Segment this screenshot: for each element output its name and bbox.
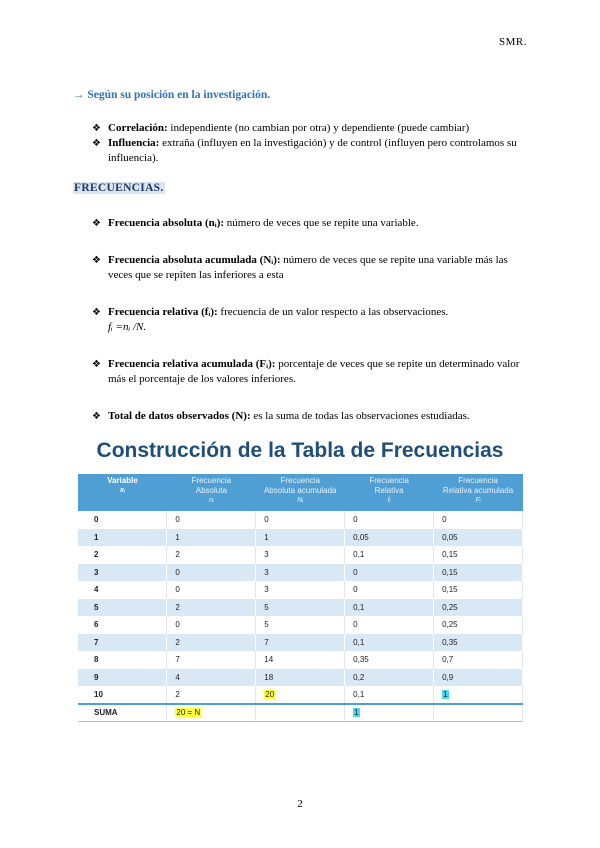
table-cell: 0 [167,511,256,529]
table-cell: 20 [256,686,345,704]
bullet-influencia [92,136,532,166]
header-frecuencia-relativa-acumulada: Frecuencia Relativa acumulada Fᵢ [434,474,523,511]
table-cell: 4 [167,669,256,687]
table-cell: 1 [345,704,434,722]
table-body [78,511,523,721]
table-row [78,564,523,582]
table-cell: 14 [256,651,345,669]
table-cell: 0 [345,616,434,634]
frecuencias-heading: FRECUENCIAS. [74,182,164,194]
table-cell: 0 [256,511,345,529]
table-cell: 2 [78,546,167,564]
table-cell: 0 [345,511,434,529]
diamond-bullet-icon: ❖ [92,411,101,422]
diamond-bullet-icon: ❖ [92,359,101,370]
table-cell: 1 [434,686,523,704]
header-frecuencia-absoluta-acumulada: Frecuencia Absoluta acumulada Nᵢ [256,474,345,511]
position-bullet-list [92,121,532,166]
table-cell: 0,15 [434,581,523,599]
table-row [78,634,523,652]
header-frecuencia-absoluta: Frecuencia Absoluta nᵢ [167,474,256,511]
table-row [78,616,523,634]
table-cell: 0 [167,564,256,582]
bullet-text: independiente (no cambian por otra) y dependiente (puede cambiar) [167,122,470,134]
page-number: 2 [297,798,303,810]
table-cell: 0 [434,511,523,529]
table-cell: 18 [256,669,345,687]
table-cell: 2 [167,634,256,652]
table-cell: 3 [256,564,345,582]
table-cell: 3 [256,546,345,564]
diamond-bullet-icon: ❖ [92,218,101,229]
bullet-text: extraña (influyen en la investigación) y de control (influyen pero controlamos su influencia). [108,137,517,164]
table-cell: 0,1 [345,599,434,617]
bullet-frecuencia-absoluta-acumulada [92,253,532,283]
bullet-text: porcentaje de veces que se repite un determinado valor más el porcentaje de los valores inferiores. [108,358,520,385]
table-cell: 0,15 [434,546,523,564]
table-cell: 7 [167,651,256,669]
table-cell: 0 [167,581,256,599]
table-cell: 1 [167,529,256,547]
table-cell: 5 [256,599,345,617]
table-row [78,669,523,687]
header-variable: Variable xᵢ [78,474,167,511]
table-cell [434,704,523,722]
table-cell: 0,9 [434,669,523,687]
table-cell: 8 [78,651,167,669]
table-cell: 7 [256,634,345,652]
diamond-bullet-icon: ❖ [92,123,101,134]
table-cell: 7 [78,634,167,652]
diamond-bullet-icon: ❖ [92,255,101,266]
section-heading: → Según su posición en la investigación. [73,89,271,101]
table-cell: 0,2 [345,669,434,687]
table-cell: SUMA [78,704,167,722]
bullet-term: Frecuencia absoluta acumulada (Nᵢ): [108,254,281,266]
bullet-term: Frecuencia relativa acumulada (Fᵢ): [108,358,276,370]
table-cell: 0,25 [434,599,523,617]
frecuencias-bullet-list [92,216,532,446]
bullet-term: Total de datos observados (N): [108,410,251,422]
table-cell: 0,7 [434,651,523,669]
table-header-row [78,474,523,511]
diamond-bullet-icon: ❖ [92,307,101,318]
table-cell: 0,35 [434,634,523,652]
table-cell: 0,05 [434,529,523,547]
table-cell: 5 [78,599,167,617]
table-row [78,599,523,617]
bullet-text: frecuencia de un valor respecto a las observaciones. [217,306,449,318]
bullet-frecuencia-relativa-acumulada [92,357,532,387]
bullet-term: Influencia: [108,137,160,149]
table-row [78,651,523,669]
table-cell: 0 [78,511,167,529]
table-cell: 0,1 [345,546,434,564]
table-row [78,511,523,529]
table-title: Construcción de la Tabla de Frecuencias [96,439,504,462]
table-cell: 0,1 [345,634,434,652]
table-row [78,529,523,547]
table-cell: 9 [78,669,167,687]
table-row [78,581,523,599]
table-cell: 2 [167,546,256,564]
bullet-frecuencia-absoluta [92,216,532,231]
relative-frequency-formula: fᵢ =nᵢ /N. [108,321,147,333]
table-cell [256,704,345,722]
table-cell: 0 [167,616,256,634]
bullet-text: número de veces que se repite una variable. [224,217,419,229]
table-cell: 0,1 [345,686,434,704]
table-cell: 0,05 [345,529,434,547]
bullet-text: es la suma de todas las observaciones estudiadas. [250,410,470,422]
bullet-term: Frecuencia absoluta (nᵢ): [108,217,225,229]
header-initials: SMR. [499,36,527,48]
table-cell: 4 [78,581,167,599]
table-row [78,686,523,704]
frequency-table [78,474,523,722]
bullet-term: Correlación: [108,122,168,134]
table-sum-row [78,704,523,722]
diamond-bullet-icon: ❖ [92,138,101,149]
table-cell: 0 [345,581,434,599]
table-row [78,546,523,564]
table-cell: 2 [167,686,256,704]
table-cell: 6 [78,616,167,634]
table-cell: 1 [256,529,345,547]
bullet-text: número de veces que se repite una variable más las veces que se repiten las inferiores a esta [108,254,508,281]
table-cell: 0,25 [434,616,523,634]
table-cell: 0 [345,564,434,582]
bullet-correlacion [92,121,532,136]
header-frecuencia-relativa: Frecuencia Relativa fᵢ [345,474,434,511]
table-cell: 20 = N [167,704,256,722]
table-cell: 2 [167,599,256,617]
table-cell: 3 [256,581,345,599]
table-cell: 5 [256,616,345,634]
table-cell: 0,15 [434,564,523,582]
bullet-term: Frecuencia relativa (fᵢ): [108,306,218,318]
table-cell: 3 [78,564,167,582]
table-cell: 0,35 [345,651,434,669]
table-cell: 10 [78,686,167,704]
bullet-frecuencia-relativa [92,305,532,335]
bullet-total-datos [92,409,532,424]
table-cell: 1 [78,529,167,547]
